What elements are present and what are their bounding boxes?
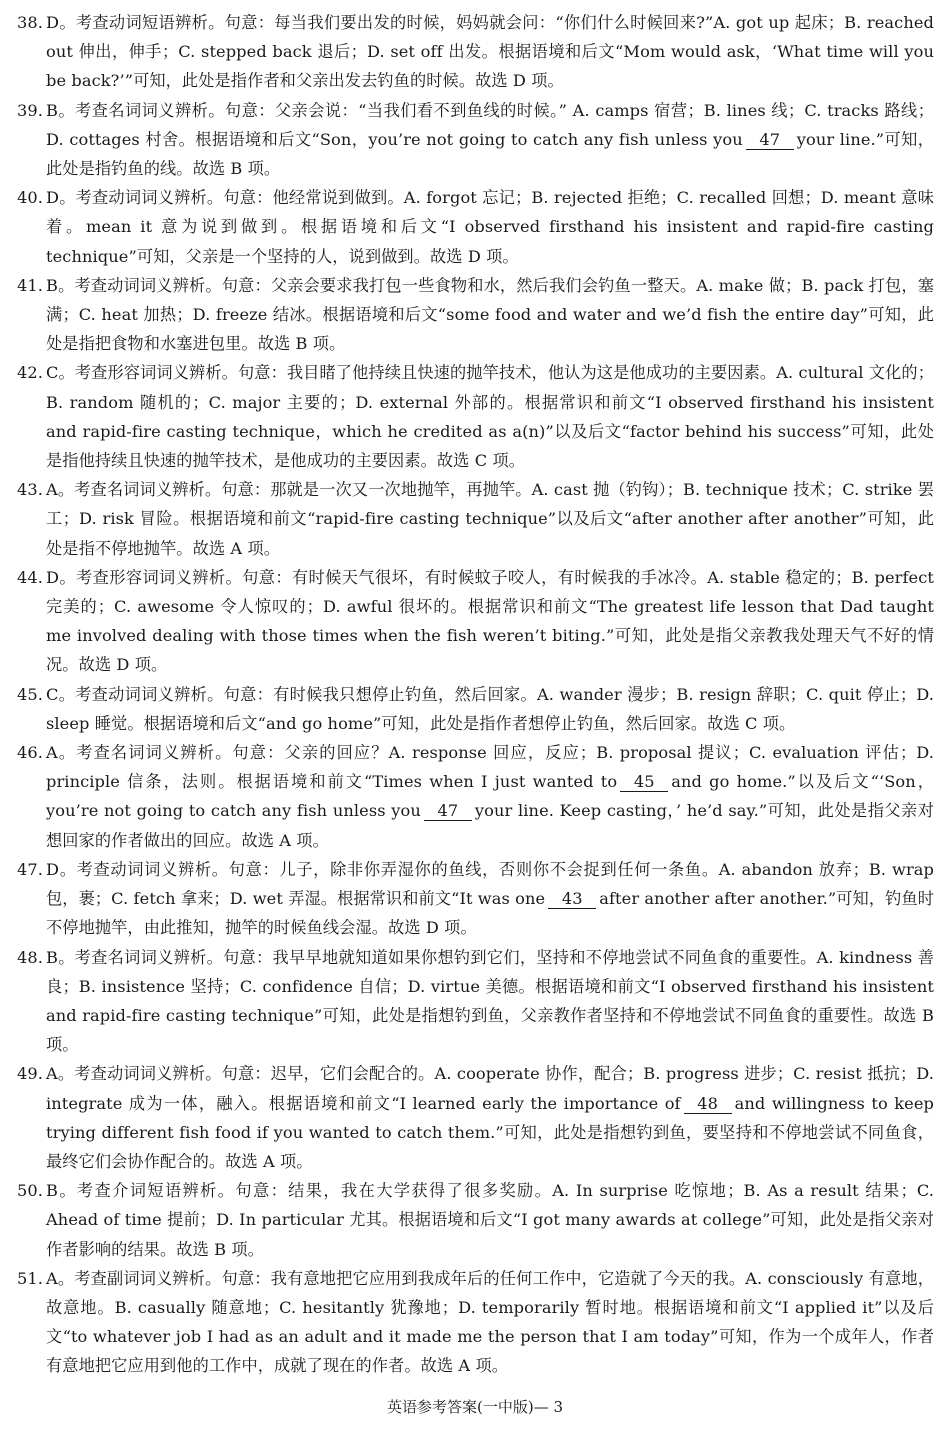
answer-item — [0, 1176, 950, 1264]
explanation-text: C。考查动词词义辨析。句意：有时候我只想停止钓鱼，然后回家。A. wander 漫步；B. resign 辞职；C. quit 停止；D. sleep 睡觉。根据语境和后文“and go home”可知，此处是指作者想停止钓鱼，然后回家。故选 C 项。 — [46, 684, 934, 733]
answer-item — [0, 1264, 950, 1381]
question-number: 43. — [17, 480, 44, 500]
answer-item — [0, 183, 950, 271]
explanation-text: D。考查动词词义辨析。句意：他经常说到做到。A. forgot 忘记；B. rejected 拒绝；C. recalled 回想；D. meant 意味着。mean it 意为说到做到。根据语境和后文“I observed firsthand his insistent and rapid-fire casting technique”可知，父亲是一个坚持的人，说到做到。故选 D 项。 — [46, 188, 934, 266]
answer-key-page — [0, 8, 950, 1381]
explanation-text: and willingness to keep trying different fish food if you wanted to catch them.”可知，此处是指想钓到鱼，要坚持和不停地尝试不同鱼食，最终它们会协作配合的。故选 A 项。 — [46, 1093, 934, 1171]
blank-reference: 48 — [684, 1095, 732, 1114]
question-number: 47. — [17, 859, 44, 879]
explanation-text: C。考查形容词词义辨析。句意：我目睹了他持续且快速的抛竿技术，他认为这是他成功的主要因素。A. cultural 文化的；B. random 随机的；C. major 主要的；D. external 外部的。根据常识和前文“I observed firsthand his insistent and rapid-fire casting technique，which he credited as a(n)”以及后文“factor behind his success”可知，此处是指他持续且快速的抛竿技术，是他成功的主要因素。故选 C 项。 — [46, 363, 934, 471]
explanation-text: D。考查动词词义辨析。句意：儿子，除非你弄湿你的鱼线，否则你不会捉到任何一条鱼。A. abandon 放弃；B. wrap 包，裹；C. fetch 拿来；D. wet 弄湿。根据常识和前文“It was one — [46, 859, 934, 909]
blank-reference: 45 — [620, 773, 668, 792]
explanation-text: D。考查形容词词义辨析。句意：有时候天气很坏，有时候蚊子咬人，有时候我的手冰冷。A. stable 稳定的；B. perfect 完美的；C. awesome 令人惊叹的；D. awful 很坏的。根据常识和前文“The greatest life lesson that Dad taught me involved dealing with those times when the fish weren’t biting.”可知，此处是指父亲教我处理天气不好的情况。故选 D 项。 — [46, 567, 934, 675]
explanation-text: B。考查名词词义辨析。句意：父亲会说：“当我们看不到鱼线的时候。” A. camps 宿营；B. lines 线；C. tracks 路线；D. cottages 村舍。根据语境和后文“Son，you’re not going to catch any fish unless you — [46, 100, 934, 149]
answer-item — [0, 738, 950, 855]
question-number: 50. — [17, 1181, 44, 1201]
blank-reference: 47 — [746, 131, 794, 150]
blank-reference: 43 — [548, 890, 596, 909]
answer-item — [0, 8, 950, 96]
explanation-text: D。考查动词短语辨析。句意：每当我们要出发的时候，妈妈就会问：“你们什么时候回来?”A. got up 起床；B. reached out 伸出，伸手；C. stepped back 退后；D. set off 出发。根据语境和后文“Mom would ask，‘What time will you be back?’”可知，此处是指作者和父亲出发去钓鱼的时候。故选 D 项。 — [46, 13, 934, 91]
answer-item — [0, 1059, 950, 1176]
question-number: 44. — [17, 567, 44, 587]
answer-item — [0, 680, 950, 738]
explanation-text: B。考查名词词义辨析。句意：我早早地就知道如果你想钓到它们，坚持和不停地尝试不同鱼食的重要性。A. kindness 善良；B. insistence 坚持；C. confidence 自信；D. virtue 美德。根据语境和前文“I observed firsthand his insistent and rapid-fire casting technique”可知，此处是指想钓到鱼，父亲教作者坚持和不停地尝试不同鱼食的重要性。故选 B 项。 — [46, 947, 934, 1055]
answer-item — [0, 271, 950, 359]
explanation-text: A。考查动词词义辨析。句意：迟早，它们会配合的。A. cooperate 协作，配合；B. progress 进步；C. resist 抵抗；D. integrate 成为一体，融入。根据语境和前文“I learned early the importance of — [46, 1064, 934, 1113]
question-number: 45. — [17, 684, 44, 704]
explanation-text: A。考查副词词义辨析。句意：我有意地把它应用到我成年后的任何工作中，它造就了今天的我。A. consciously 有意地，故意地。B. casually 随意地；C. hesitantly 犹豫地；D. temporarily 暂时地。根据语境和前文“I applied it”以及后文“to whatever job I had as an adult and it made me the person that I am today”可知，作为一个成年人，作者有意地把它应用到他的工作中，成就了现在的作者。故选 A 项。 — [46, 1268, 934, 1376]
question-number: 51. — [17, 1268, 44, 1288]
answer-item — [0, 943, 950, 1060]
question-number: 39. — [17, 100, 44, 120]
page-footer: 英语参考答案(一中版)— 3 — [386, 1398, 564, 1416]
answer-item — [0, 475, 950, 563]
question-number: 48. — [17, 947, 44, 967]
explanation-text: B。考查动词词义辨析。句意：父亲会要求我打包一些食物和水，然后我们会钓鱼一整天。A. make 做；B. pack 打包，塞满；C. heat 加热；D. freeze 结冰。根据语境和后文“some food and water and we’d fish the entire day”可知，此处是指把食物和水塞进包里。故选 B 项。 — [46, 275, 934, 354]
question-number: 41. — [17, 275, 44, 295]
answer-item — [0, 855, 950, 943]
question-number: 46. — [17, 743, 44, 763]
explanation-text: A。考查名词词义辨析。句意：父亲的回应？A. response 回应，反应；B. proposal 提议；C. evaluation 评估；D. principle 信条，法则。根据语境和前文“Times when I just wanted to — [46, 743, 934, 792]
question-number: 40. — [17, 188, 44, 208]
answer-item — [0, 358, 950, 475]
question-number: 42. — [17, 363, 44, 383]
question-number: 49. — [17, 1064, 44, 1084]
question-number: 38. — [17, 13, 44, 32]
explanation-text: after another after another.”可知，钓鱼时不停地抛竿，由此推知，抛竿的时候鱼线会湿。故选 D 项。 — [46, 889, 934, 938]
explanation-text: your line.”可知，此处是指钓鱼的线。故选 B 项。 — [46, 129, 934, 179]
explanation-text: B。考查介词短语辨析。句意：结果，我在大学获得了很多奖励。A. In surprise 吃惊地；B. As a result 结果；C. Ahead of time 提前；D. In particular 尤其。根据语境和后文“I got many awards at college”可知，此处是指父亲对作者影响的结果。故选 B 项。 — [46, 1181, 934, 1259]
explanation-text: your line. Keep casting，’ he’d say.”可知，此处是指父亲对想回家的作者做出的回应。故选 A 项。 — [46, 801, 934, 850]
blank-reference: 47 — [424, 802, 472, 821]
explanation-text: A。考查名词词义辨析。句意：那就是一次又一次地抛竿，再抛竿。A. cast 抛（钓钩）；B. technique 技术；C. strike 罢工；D. risk 冒险。根据语境和前文“rapid-fire casting technique”以及后文“after another after another”可知，此处是指不停地抛竿。故选 A 项。 — [46, 480, 934, 558]
answer-item — [0, 96, 950, 184]
answer-item — [0, 563, 950, 680]
explanation-text: and go home.”以及后文“‘Son，you’re not going to catch any fish unless you — [46, 772, 935, 821]
